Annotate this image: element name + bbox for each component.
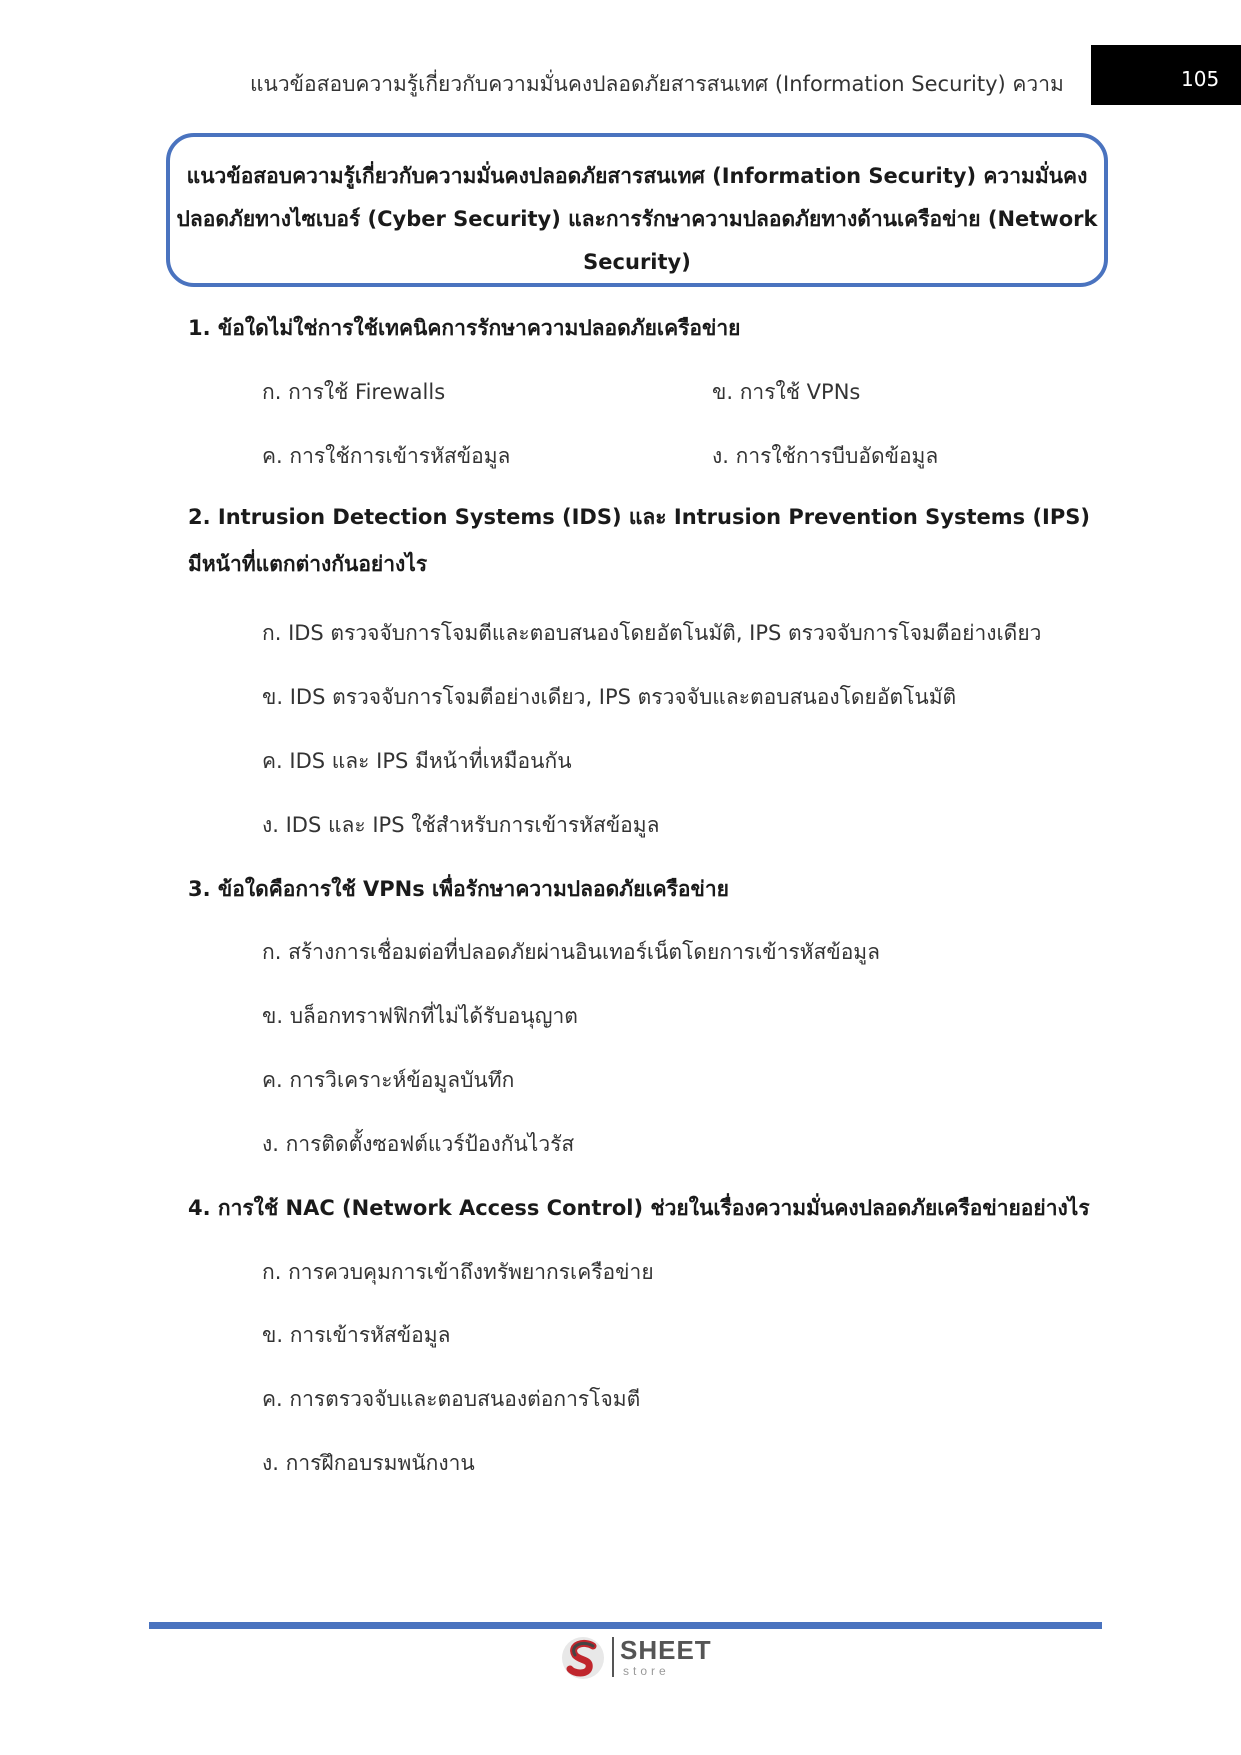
question-1-option-c: ค. การใช้การเข้ารหัสข้อมูล (262, 444, 511, 468)
question-2-option-a: ก. IDS ตรวจจับการโจมตีและตอบสนองโดยอัตโนมัติ, IPS ตรวจจับการโจมตีอย่างเดียว (262, 621, 1042, 645)
question-3-option-a: ก. สร้างการเชื่อมต่อที่ปลอดภัยผ่านอินเทอร์เน็ตโดยการเข้ารหัสข้อมูล (262, 940, 881, 964)
question-2-option-d: ง. IDS และ IPS ใช้สำหรับการเข้ารหัสข้อมูล (262, 813, 660, 837)
question-4-option-c: ค. การตรวจจับและตอบสนองต่อการโจมตี (262, 1387, 641, 1411)
logo-divider (612, 1637, 614, 1677)
question-1-option-b: ข. การใช้ VPNs (712, 380, 861, 404)
question-1-option-a: ก. การใช้ Firewalls (262, 380, 446, 404)
question-4: 4. การใช้ NAC (Network Access Control) ช่วยในเรื่องความมั่นคงปลอดภัยเครือข่ายอย่างไร (188, 1196, 1090, 1220)
question-3-option-d: ง. การติดตั้งซอฟต์แวร์ป้องกันไวรัส (262, 1132, 575, 1156)
question-1-option-d: ง. การใช้การบีบอัดข้อมูล (712, 444, 939, 468)
section-title-box (166, 133, 1108, 287)
question-2-option-c: ค. IDS และ IPS มีหน้าที่เหมือนกัน (262, 749, 572, 773)
section-title-line-2: ปลอดภัยทางไซเบอร์ (Cyber Security) และการรักษาความปลอดภัยทางด้านเครือข่าย (Network (176, 207, 1098, 231)
question-3-option-b: ข. บล็อกทราฟฟิกที่ไม่ได้รับอนุญาต (262, 1004, 578, 1028)
question-4-option-b: ข. การเข้ารหัสข้อมูล (262, 1323, 451, 1347)
sheet-store-logo-icon (560, 1635, 606, 1681)
logo-word: SHEET (620, 1635, 712, 1665)
running-header: แนวข้อสอบความรู้เกี่ยวกับความมั่นคงปลอดภัยสารสนเทศ (Information Security) ความ (250, 72, 1064, 96)
question-4-option-d: ง. การฝึกอบรมพนักงาน (262, 1451, 475, 1475)
page-number: 105 (1181, 67, 1220, 91)
question-2: 2. Intrusion Detection Systems (IDS) และ Intrusion Prevention Systems (IPS) มีหน้าที่แตกต่างกันอย่างไร (188, 505, 1090, 576)
question-1: 1. ข้อใดไม่ใช่การใช้เทคนิคการรักษาความปลอดภัยเครือข่าย (188, 316, 741, 340)
section-title-line-1: แนวข้อสอบความรู้เกี่ยวกับความมั่นคงปลอดภัยสารสนเทศ (Information Security) ความมั่นคง (186, 164, 1088, 188)
question-2-option-b: ข. IDS ตรวจจับการโจมตีอย่างเดียว, IPS ตรวจจับและตอบสนองโดยอัตโนมัติ (262, 685, 957, 709)
question-3: 3. ข้อใดคือการใช้ VPNs เพื่อรักษาความปลอดภัยเครือข่าย (188, 877, 729, 901)
logo-subword: store (623, 1664, 670, 1678)
section-title-line-3: Security) (583, 250, 691, 274)
sheet-store-logo (560, 1633, 720, 1683)
question-3-option-c: ค. การวิเคราะห์ข้อมูลบันทึก (262, 1068, 515, 1092)
question-4-option-a: ก. การควบคุมการเข้าถึงทรัพยากรเครือข่าย (262, 1260, 654, 1284)
page-number-box (1091, 45, 1241, 105)
footer-rule (149, 1622, 1102, 1629)
